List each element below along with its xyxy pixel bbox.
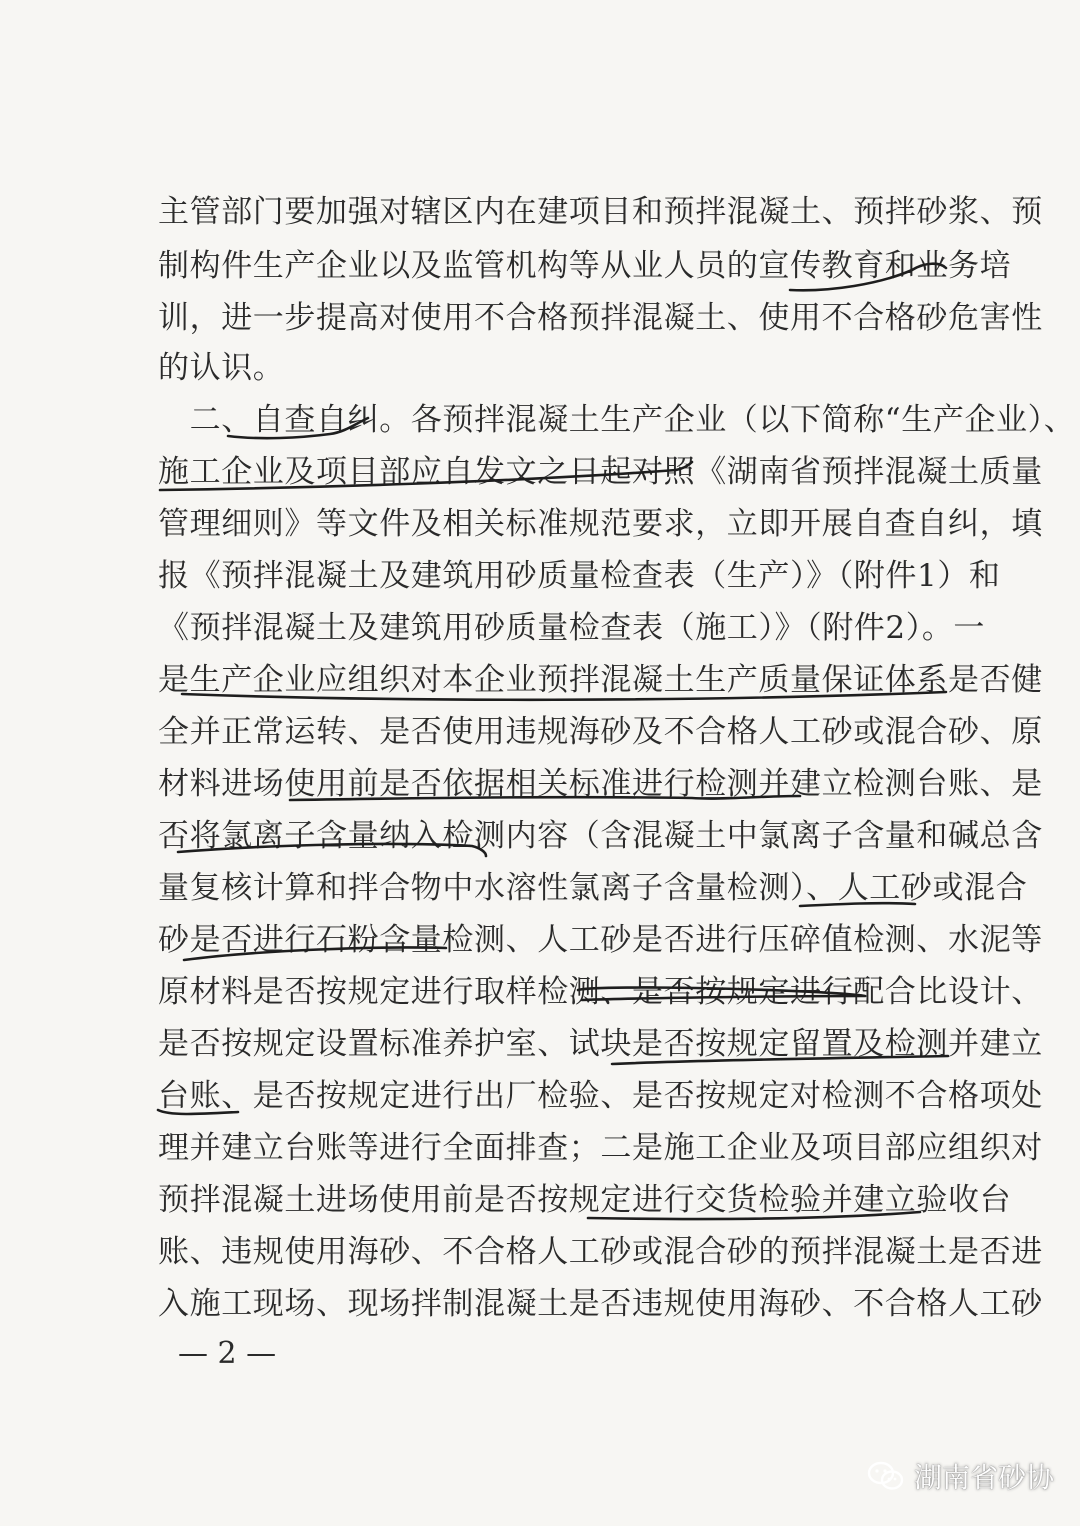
text-line: 入施工现场、现场拌制混凝土是否违规使用海砂、不合格人工砂 [158, 1286, 1043, 1322]
wechat-watermark [866, 1456, 1054, 1496]
text-line: 账、违规使用海砂、不合格人工砂或混合砂的预拌混凝土是否进 [158, 1234, 1043, 1270]
text-line: 训，进一步提高对使用不合格预拌混凝土、使用不合格砂危害性 [158, 300, 1043, 336]
page-number: — 2 — [178, 1336, 277, 1371]
text-line: 主管部门要加强对辖区内在建项目和预拌混凝土、预拌砂浆、预 [158, 194, 1043, 230]
text-line: 否将氯离子含量纳入检测内容（含混凝土中氯离子含量和碱总含 [158, 818, 1043, 854]
watermark-text: 湖南省砂协 [914, 1461, 1055, 1494]
text-line: 预拌混凝土进场使用前是否按规定进行交货检验并建立验收台 [158, 1182, 1012, 1218]
text-line: 是否按规定设置标准养护室、试块是否按规定留置及检测并建立 [158, 1026, 1043, 1062]
text-line: 原材料是否按规定进行取样检测、是否按规定进行配合比设计、 [158, 974, 1043, 1010]
text-line: 砂是否进行石粉含量检测、人工砂是否进行压碎值检测、水泥等 [158, 922, 1043, 958]
wechat-icon [866, 1459, 906, 1493]
text-line: 《预拌混凝土及建筑用砂质量检查表（施工）》（附件2）。一 [158, 610, 986, 646]
text-line: 材料进场使用前是否依据相关标准进行检测并建立检测台账、是 [158, 766, 1043, 802]
text-line: 台账、是否按规定进行出厂检验、是否按规定对检测不合格项处 [158, 1078, 1043, 1114]
text-line: 是生产企业应组织对本企业预拌混凝土生产质量保证体系是否健 [158, 662, 1043, 698]
text-line: 理并建立台账等进行全面排查；二是施工企业及项目部应组织对 [158, 1130, 1043, 1166]
text-line: 量复核计算和拌合物中水溶性氯离子含量检测）、人工砂或混合 [158, 870, 1028, 906]
text-line: 全并正常运转、是否使用违规海砂及不合格人工砂或混合砂、原 [158, 714, 1043, 750]
text-line: 施工企业及项目部应自发文之日起对照《湖南省预拌混凝土质量 [158, 454, 1043, 490]
text-line: 二、自查自纠。各预拌混凝土生产企业（以下简称“生产企业）、 [158, 402, 1076, 438]
text-line: 制构件生产企业以及监管机构等从业人员的宣传教育和业务培 [158, 248, 1012, 284]
text-line: 管理细则》等文件及相关标准规范要求，立即开展自查自纠，填 [158, 506, 1043, 542]
text-line: 的认识。 [158, 350, 285, 386]
text-line: 报《预拌混凝土及建筑用砂质量检查表（生产）》（附件1）和 [158, 558, 1001, 594]
